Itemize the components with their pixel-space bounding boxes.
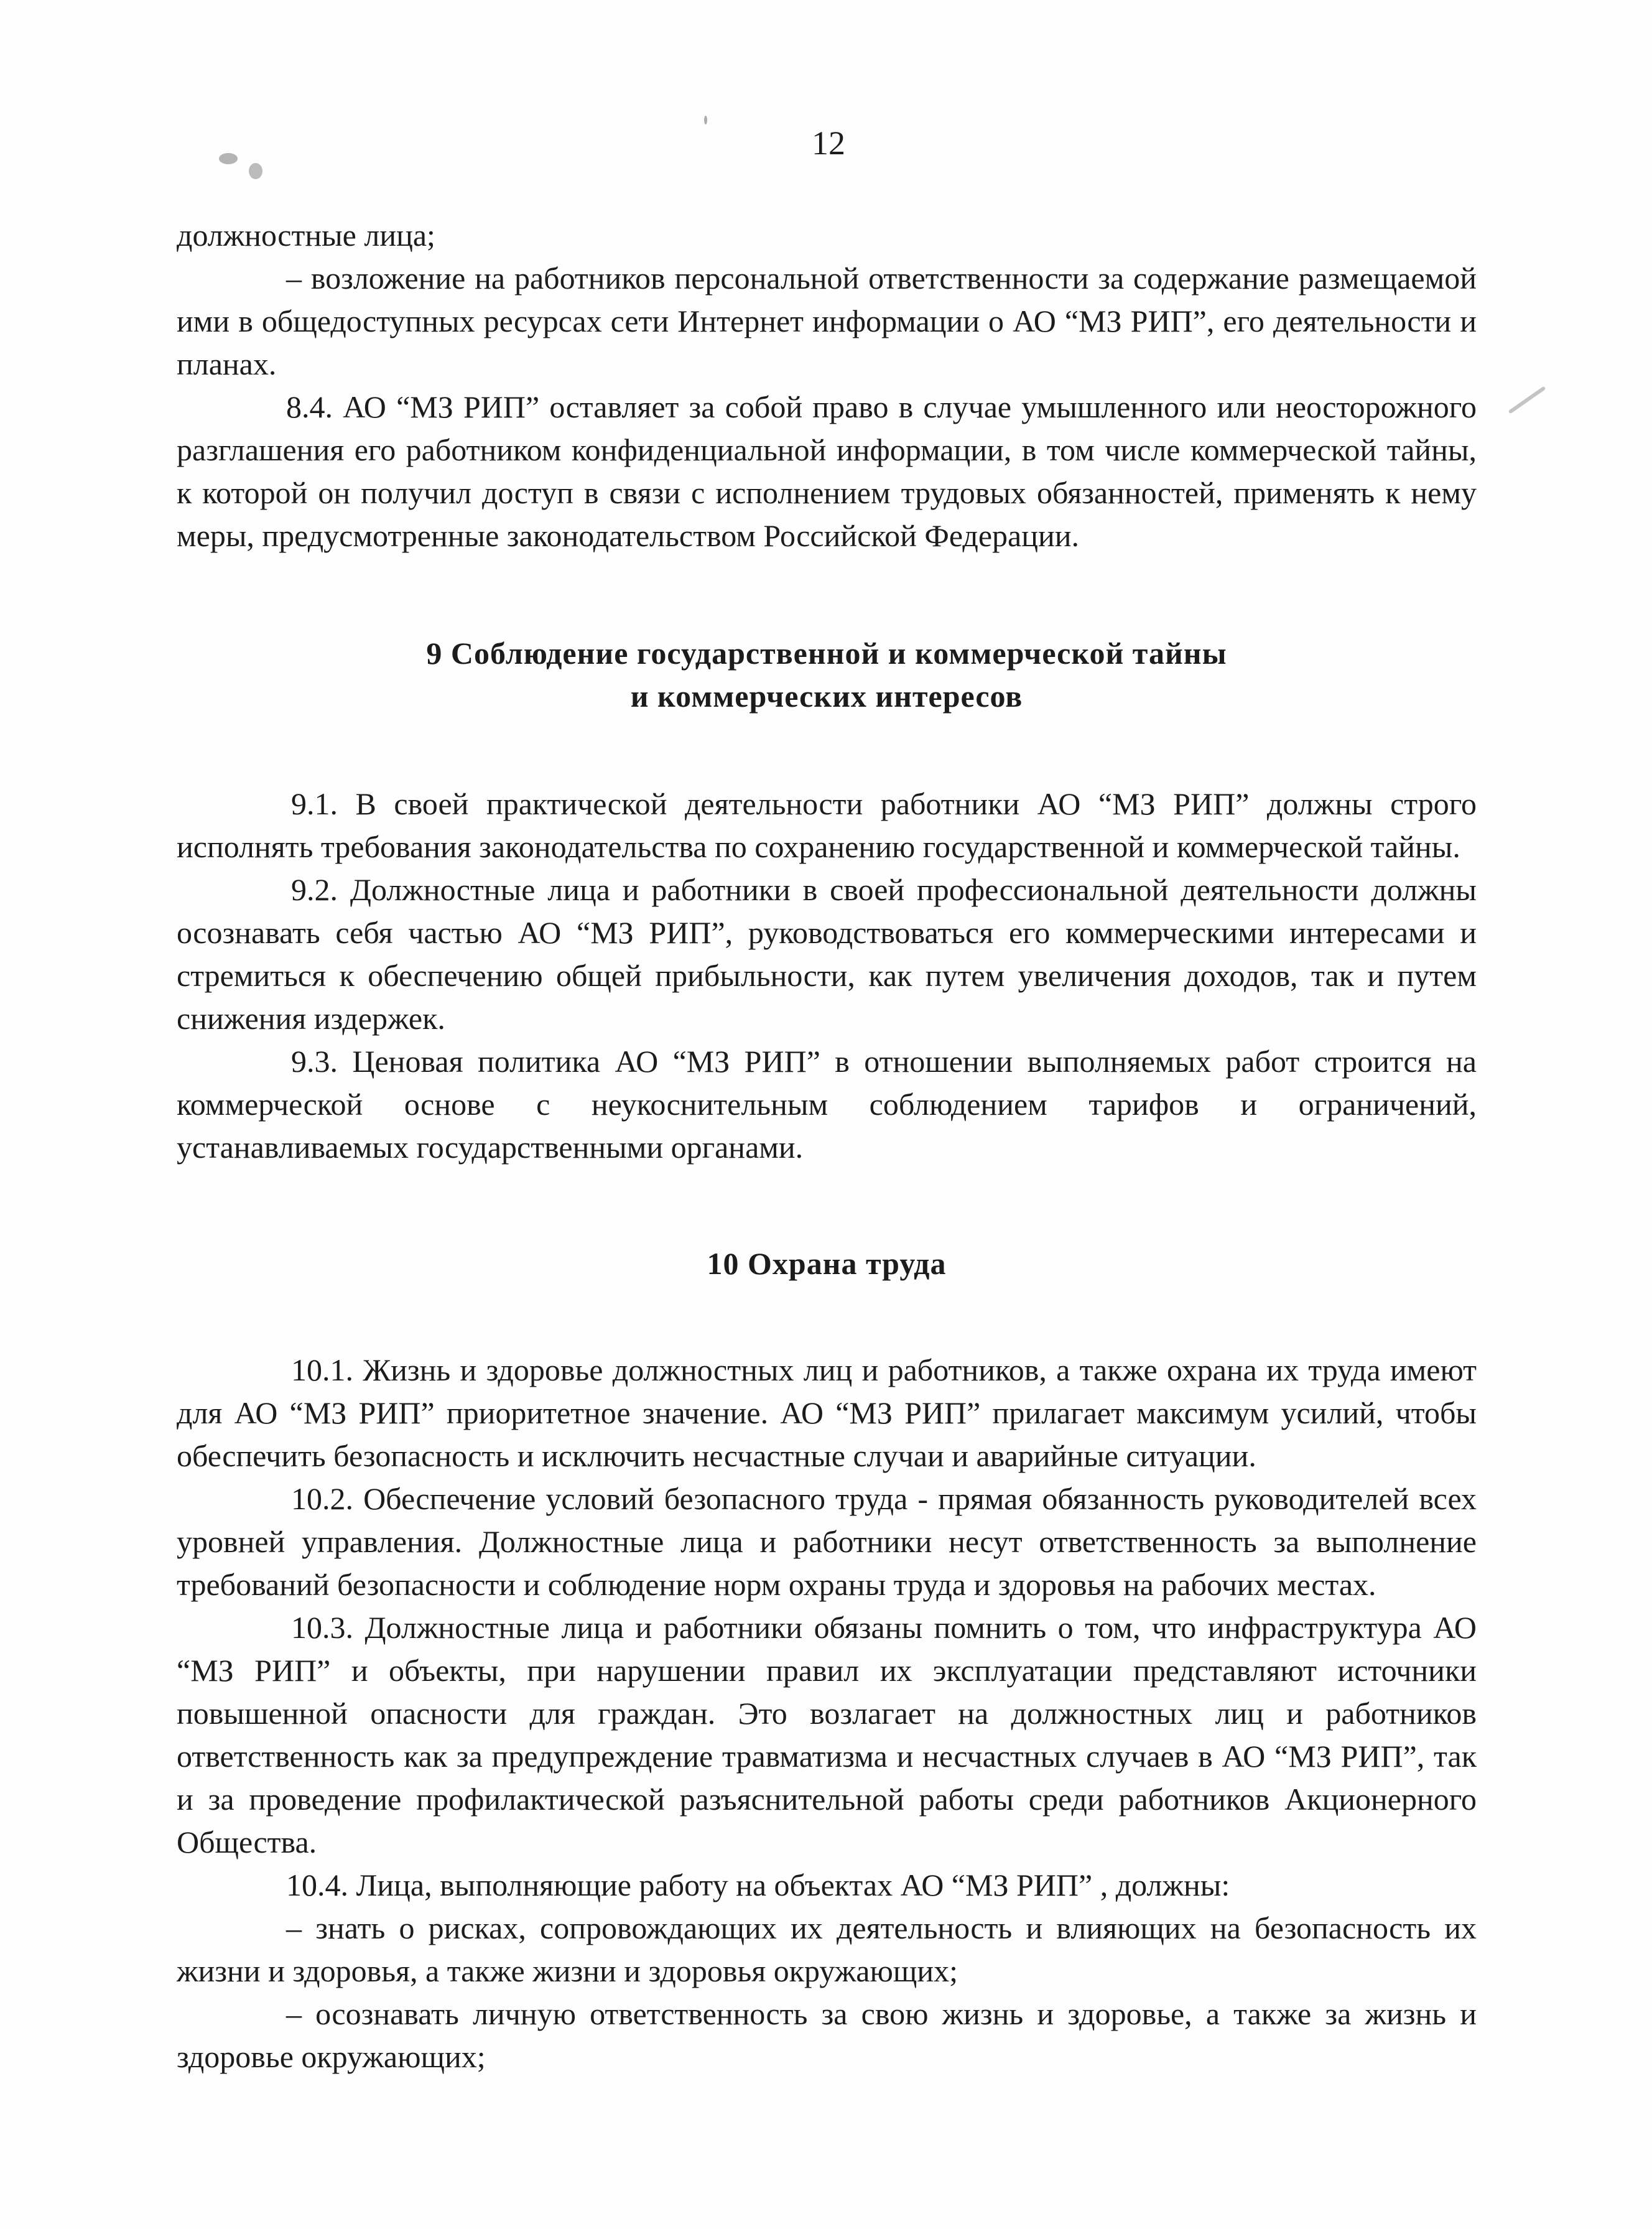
paragraph-10-1: 10.1. Жизнь и здоровье должностных лиц и работников, а также охрана их труда имеют для АО “МЗ РИП” приоритетное значение. АО “МЗ РИП” прилагает максимум усилий, чтобы обеспечить безопасность и исключить несчастные случаи и аварийные ситуации. (177, 1352, 1477, 1473)
paragraph-9-2: 9.2. Должностные лица и работники в своей профессиональной деятельности должны осознавать себя частью АО “МЗ РИП”, руководствоваться его коммерческими интересами и стремиться к обеспечению общей прибыльности, как путем увеличения доходов, так и путем снижения издержек. (177, 872, 1477, 1036)
spacer (177, 1285, 1477, 1349)
paragraph-9-1: 9.1. В своей практической деятельности работники АО “МЗ РИП” должны строго исполнять требования законодательства по сохранению государственной и коммерческой тайны. (177, 786, 1477, 864)
spacer (177, 557, 1477, 632)
paragraph-responsibility-internet: – возложение на работников персональной ответственности за содержание размещаемой ими в общедоступных ресурсах сети Интернет информации о АО “МЗ РИП”, его деятельности и планах. (177, 261, 1477, 381)
paragraph-10-4: 10.4. Лица, выполняющие работу на объектах АО “МЗ РИП” , должны: (286, 1868, 1230, 1902)
section-9-heading-line1: 9 Соблюдение государственной и коммерческой тайны (426, 636, 1227, 671)
section-10-heading: 10 Охрана труда (707, 1246, 947, 1281)
paragraph-8-4: 8.4. АО “МЗ РИП” оставляет за собой право в случае умышленного или неосторожного разглашения его работником конфиденциальной информации, в том числе коммерческой тайны, к которой он получил доступ в связи с исполнением трудовых обязанностей, применять к нему меры, предусмотренные законодательством Российской Федерации. (177, 389, 1477, 553)
spacer (177, 1169, 1477, 1242)
spacer (177, 718, 1477, 783)
scan-speck (1508, 386, 1546, 414)
scan-speck (704, 116, 707, 124)
section-9-heading-line2: и коммерческих интересов (630, 679, 1023, 714)
page-number: 12 (812, 124, 845, 162)
scan-speck (219, 153, 238, 164)
paragraph-10-4-item-risks: – знать о рисках, сопровождающих их деятельность и влияющих на безопасность их жизни и здоровья, а также жизни и здоровья окружающих; (177, 1910, 1477, 1988)
paragraph-10-4-item-responsibility: – осознавать личную ответственность за свою жизнь и здоровье, а также за жизнь и здоровье окружающих; (177, 1996, 1477, 2074)
paragraph-10-2: 10.2. Обеспечение условий безопасного труда - прямая обязанность руководителей всех уровней управления. Должностные лица и работники несут ответственность за выполнение требований безопасности и соблюдение норм охраны труда и здоровья на рабочих местах. (177, 1481, 1477, 1602)
paragraph-10-3: 10.3. Должностные лица и работники обязаны помнить о том, что инфраструктура АО “МЗ РИП” и объекты, при нарушении правил их эксплуатации представляют источники повышенной опасности для граждан. Это возлагает на должностных лиц и работников ответственность как за предупреждение травматизма и несчастных случаев в АО “МЗ РИП”, так и за проведение профилактической разъяснительной работы среди работников Акционерного Общества. (177, 1610, 1477, 1859)
scan-speck (249, 163, 262, 179)
document-body (177, 214, 1477, 2078)
paragraph-officials-end: должностные лица; (177, 218, 435, 253)
paragraph-9-3: 9.3. Ценовая политика АО “МЗ РИП” в отношении выполняемых работ строится на коммерческой основе с неукоснительным соблюдением тарифов и ограничений, устанавливаемых государственными органами. (177, 1044, 1477, 1165)
